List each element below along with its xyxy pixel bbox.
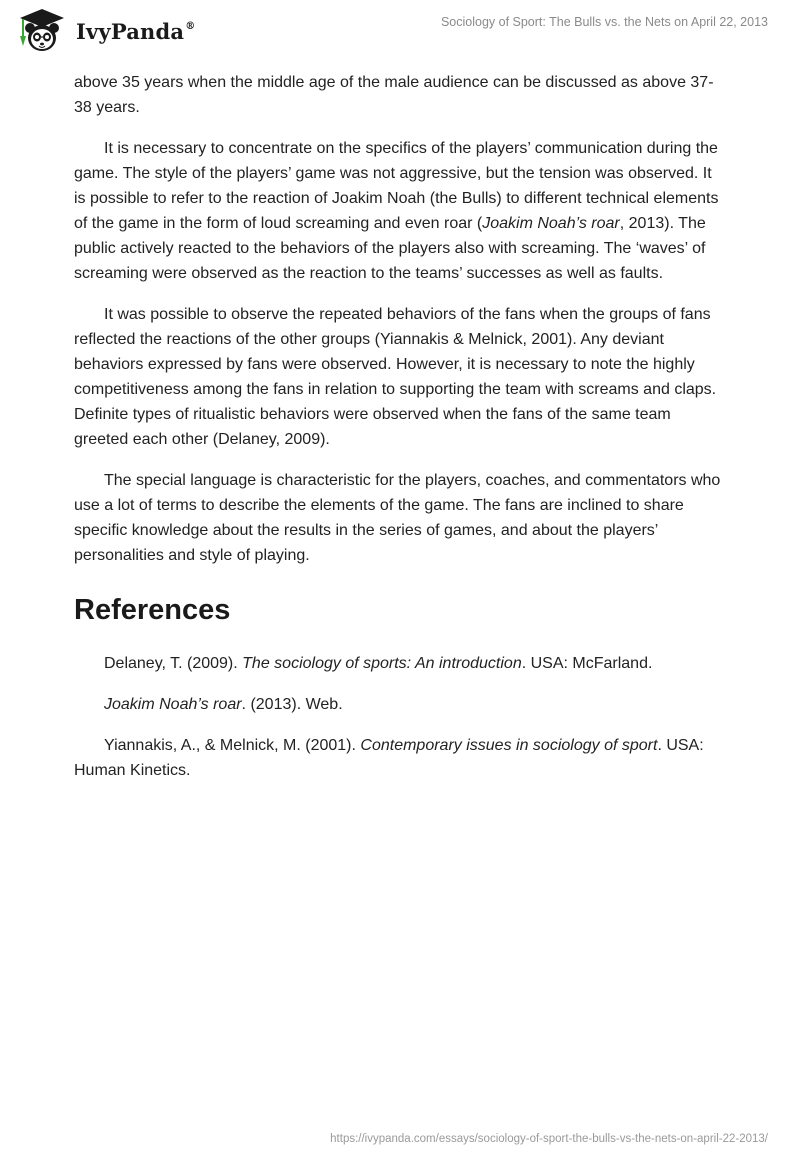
ivypanda-logo[interactable]	[14, 6, 195, 56]
paragraph-continued: above 35 years when the middle age of the male audience can be discussed as above 37-38 years.	[74, 74, 714, 116]
source-url-link[interactable]: https://ivypanda.com/essays/sociology-of-sport-the-bulls-vs-the-nets-on-april-22-2013/	[330, 1133, 768, 1145]
references-heading: References	[74, 594, 231, 626]
page-header	[0, 0, 800, 70]
essay-body	[74, 70, 726, 799]
running-title: Sociology of Sport: The Bulls vs. the Nets on April 22, 2013	[440, 15, 768, 29]
reference-item: Yiannakis, A., & Melnick, M. (2001). Contemporary issues in sociology of sport. USA: Human Kinetics.	[74, 737, 704, 779]
paragraph-special-language: The special language is characteristic for the players, coaches, and commentators who use a lot of terms to describe the elements of the game. The fans are inclined to share specific knowledge about the results in the series of games, and about the players’ personalities and style of playing.	[74, 472, 721, 564]
reference-item: Joakim Noah’s roar. (2013). Web.	[104, 696, 343, 713]
brand-name: IvyPanda®	[76, 18, 196, 44]
reference-item: Delaney, T. (2009). The sociology of sports: An introduction. USA: McFarland.	[104, 655, 653, 672]
paragraph-communication: It is necessary to concentrate on the specifics of the players’ communication during the game. The style of the players’ game was not aggressive, but the tension was observed. It is possible to refer to the reaction of Joakim Noah (the Bulls) to different technical elements of the game in the form of loud screaming and even roar (Joakim Noah’s roar, 2013). The public actively reacted to the behaviors of the players also with screaming. The ‘waves’ of screaming were observed as the reaction to the teams’ successes as well as faults.	[74, 140, 719, 282]
panda-graduate-logo-icon	[14, 6, 70, 56]
paragraph-fan-behaviors: It was possible to observe the repeated behaviors of the fans when the groups of fans reflected the reactions of the other groups (Yiannakis & Melnick, 2001). Any deviant behaviors expressed by fans were observed. However, it is necessary to note the highly competitiveness among the fans in relation to supporting the team with screams and claps. Definite types of ritualistic behaviors were observed when the fans of the same team greeted each other (Delaney, 2009).	[74, 306, 717, 448]
